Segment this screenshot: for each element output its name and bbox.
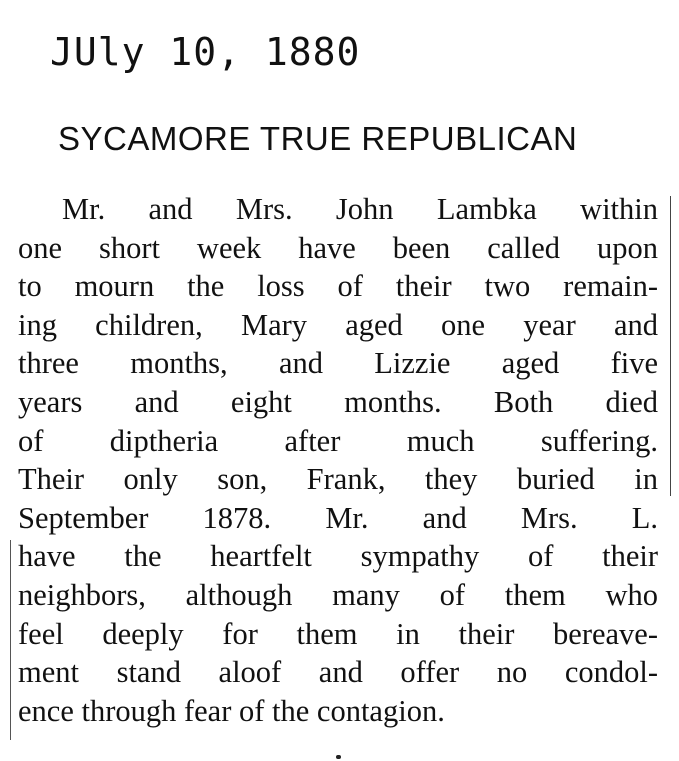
article-line: September 1878. Mr. and Mrs. L. <box>18 500 658 535</box>
article-line: one short week have been called upon <box>18 230 658 265</box>
article-line: feel deeply for them in their bereave- <box>18 616 658 651</box>
article-line: three months, and Lizzie aged five <box>18 346 658 381</box>
print-mark <box>336 755 341 759</box>
column-rule-left <box>10 540 11 740</box>
article-text <box>18 190 658 730</box>
article-line: to mourn the loss of their two remain- <box>18 269 658 304</box>
article-line: neighbors, although many of them who <box>18 577 658 612</box>
article-line: of diptheria after much suffering. <box>18 423 658 458</box>
article-line: ing children, Mary aged one year and <box>18 307 658 342</box>
article-line: have the heartfelt sympathy of their <box>18 539 658 574</box>
article-line: ment stand aloof and offer no condol- <box>18 655 658 690</box>
article-line: Their only son, Frank, they buried in <box>18 462 658 497</box>
newspaper-name: SYCAMORE TRUE REPUBLICAN <box>58 120 578 157</box>
clipping-date: JUly 10, 1880 <box>50 30 361 74</box>
article-line: years and eight months. Both died <box>18 384 658 419</box>
article-line: Mr. and Mrs. John Lambka within <box>62 192 658 226</box>
column-rule-right <box>670 196 671 496</box>
article-line: ence through fear of the contagion. <box>18 693 445 728</box>
